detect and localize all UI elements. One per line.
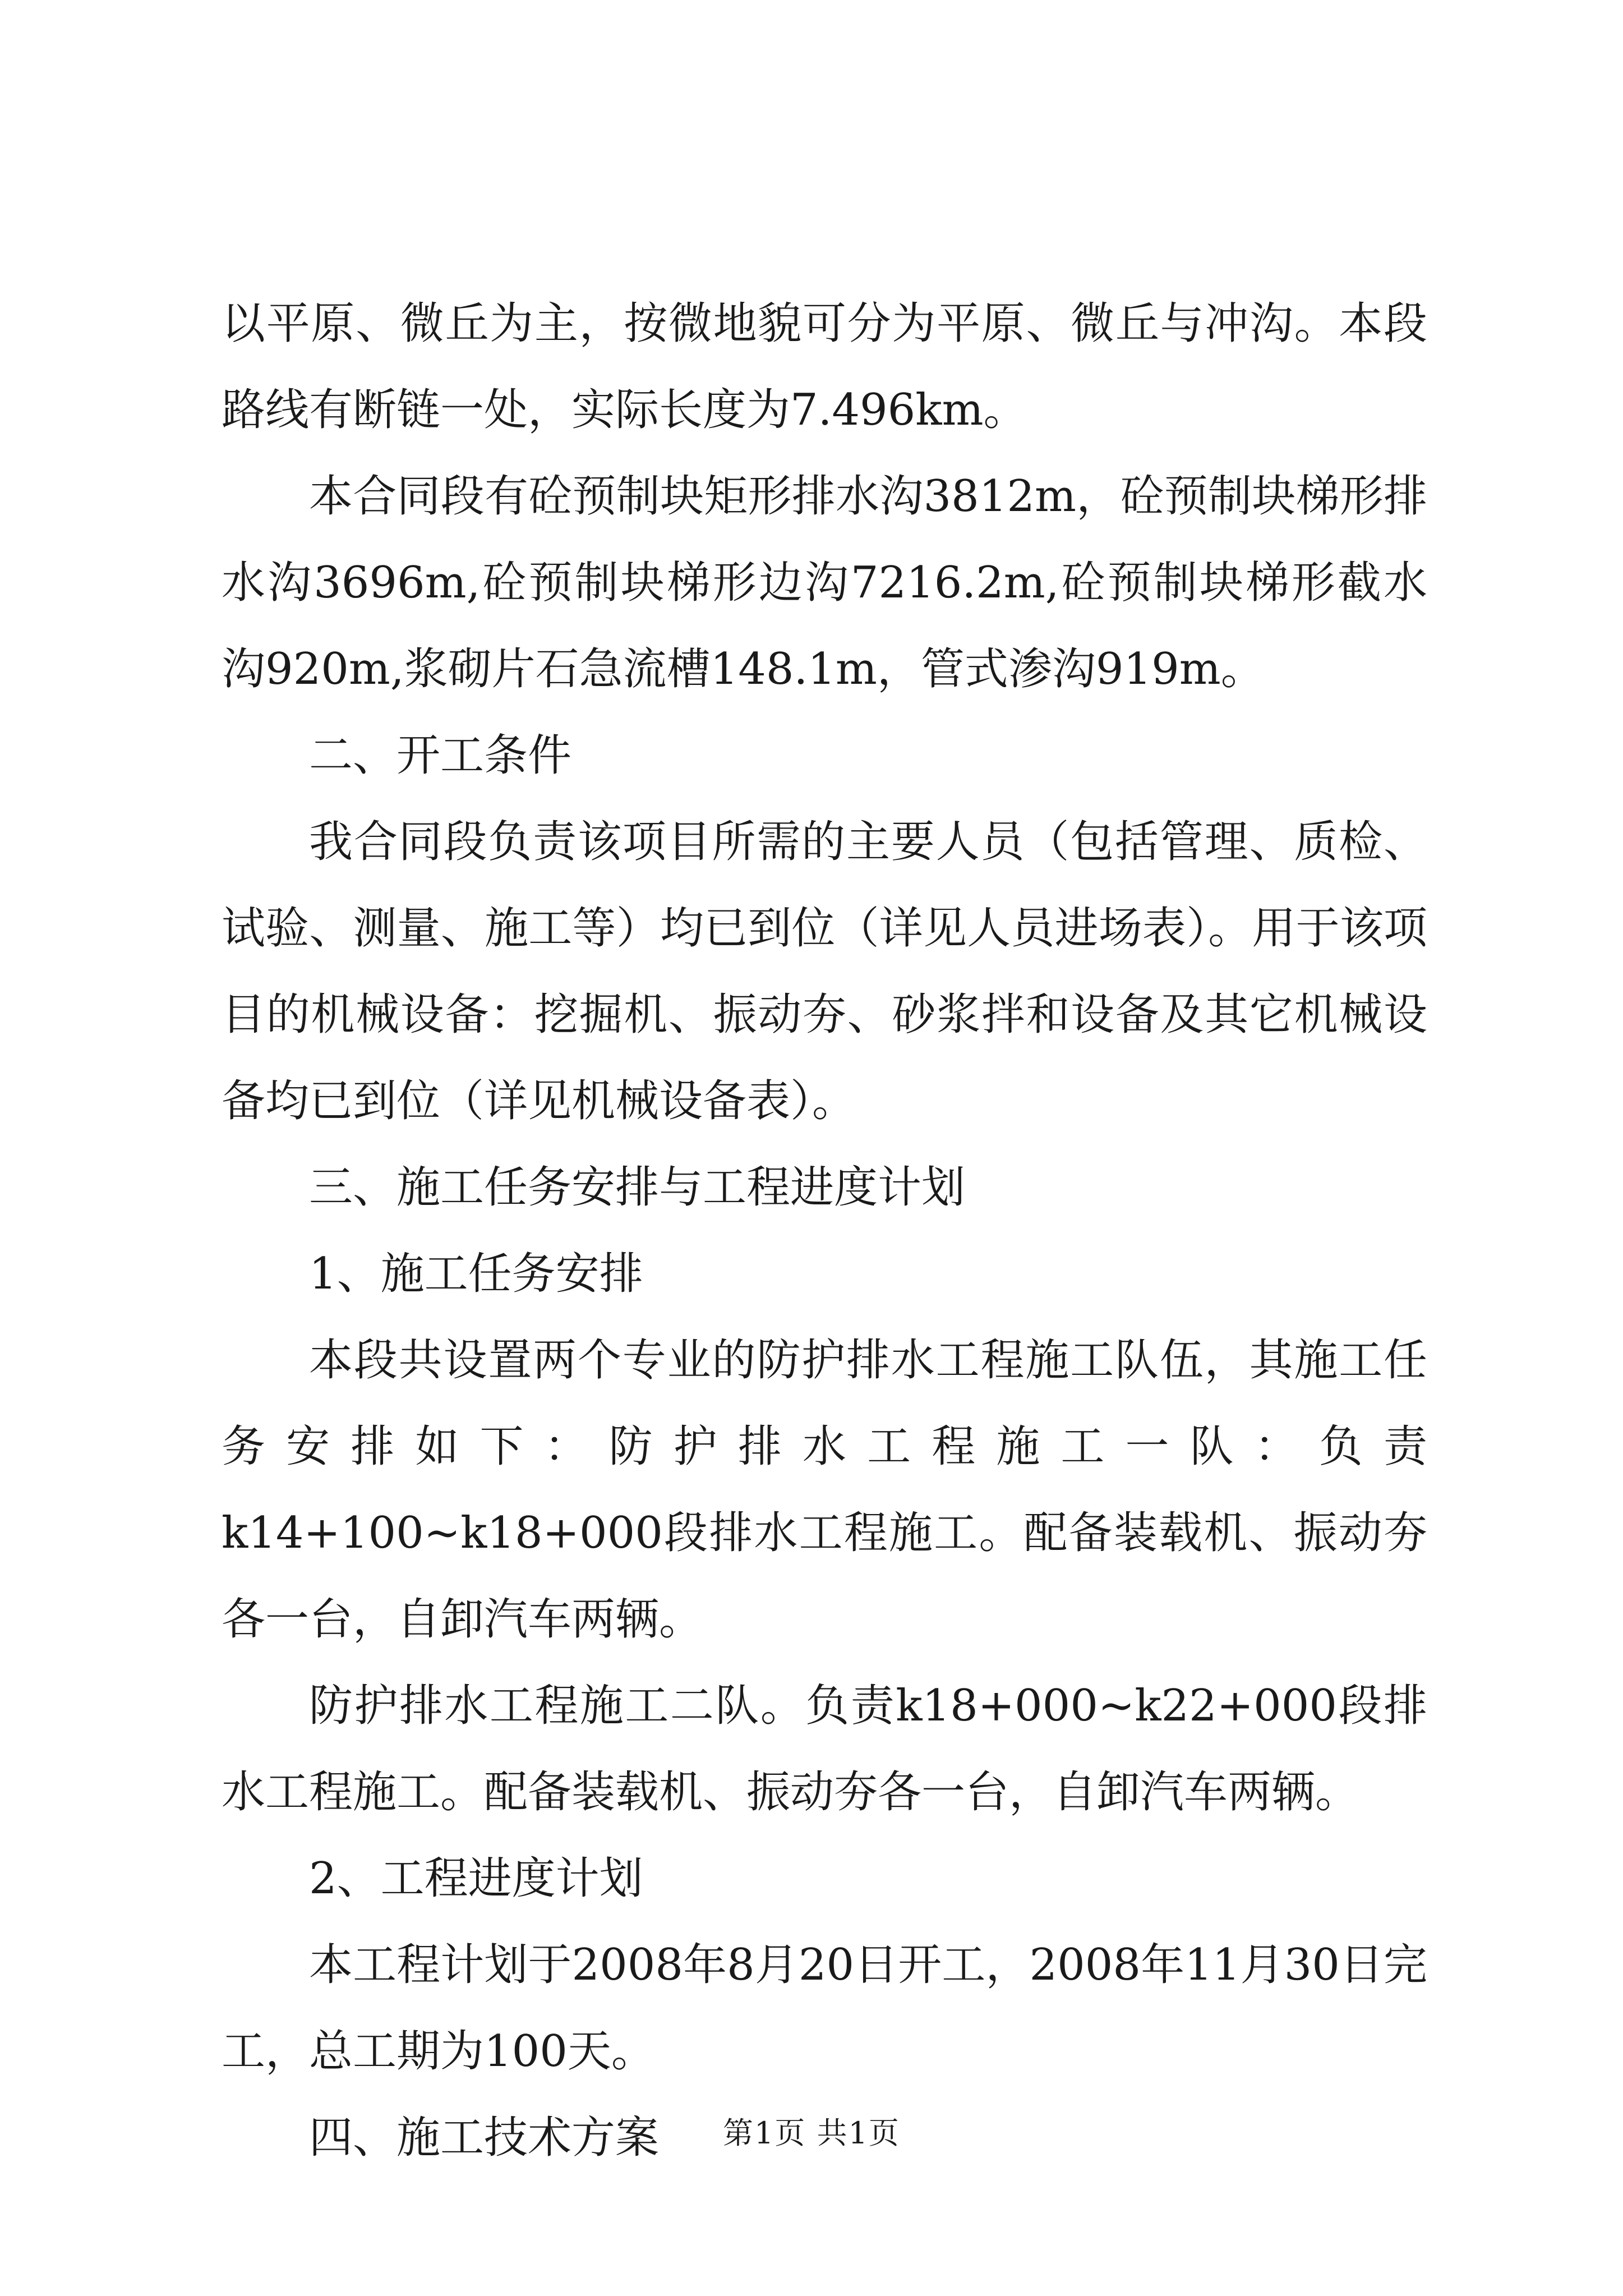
paragraph-drainage-quantities: 本合同段有砼预制块矩形排水沟3812m，砼预制块梯形排水沟3696m,砼预制块梯形边沟7216.2m,砼预制块梯形截水沟920m,浆砌片石急流槽148.1m，管式渗沟919m。: [222, 471, 1427, 694]
heading-task-schedule: 三、施工任务安排与工程进度计划: [309, 1162, 966, 1213]
heading-start-conditions: 二、开工条件: [309, 730, 572, 781]
paragraph-schedule-dates: 本工程计划于2008年8月20日开工，2008年11月30日完工，总工期为100天。: [222, 1940, 1427, 2077]
paragraph-personnel-equipment: 我合同段负责该项目所需的主要人员（包括管理、质检、试验、测量、施工等）均已到位（详见人员进场表）。用于该项目的机械设备：挖掘机、振动夯、砂浆拌和设备及其它机械设备均已到位（详见机械设备表）。: [222, 817, 1427, 1126]
paragraph-team-two: 防护排水工程施工二队。负责k18+000~k22+000段排水工程施工。配备装载机、振动夯各一台，自卸汽车两辆。: [222, 1681, 1427, 1818]
subheading-progress-plan: 2、工程进度计划: [309, 1853, 643, 1904]
document-body: [222, 280, 1427, 2181]
subheading-task-arrangement: 1、施工任务安排: [309, 1249, 643, 1299]
page-footer: 第1页 共1页: [723, 2115, 900, 2151]
heading-technical-plan: 四、施工技术方案: [309, 2113, 660, 2163]
paragraph-terrain: 以平原、微丘为主，按微地貌可分为平原、微丘与冲沟。本段路线有断链一处，实际长度为7.496km。: [222, 298, 1427, 435]
paragraph-team-one: 本段共设置两个专业的防护排水工程施工队伍，其施工任务安排如下：防护排水工程施工一队：负责k14+100~k18+000段排水工程施工。配备装载机、振动夯各一台，自卸汽车两辆。: [222, 1335, 1427, 1645]
